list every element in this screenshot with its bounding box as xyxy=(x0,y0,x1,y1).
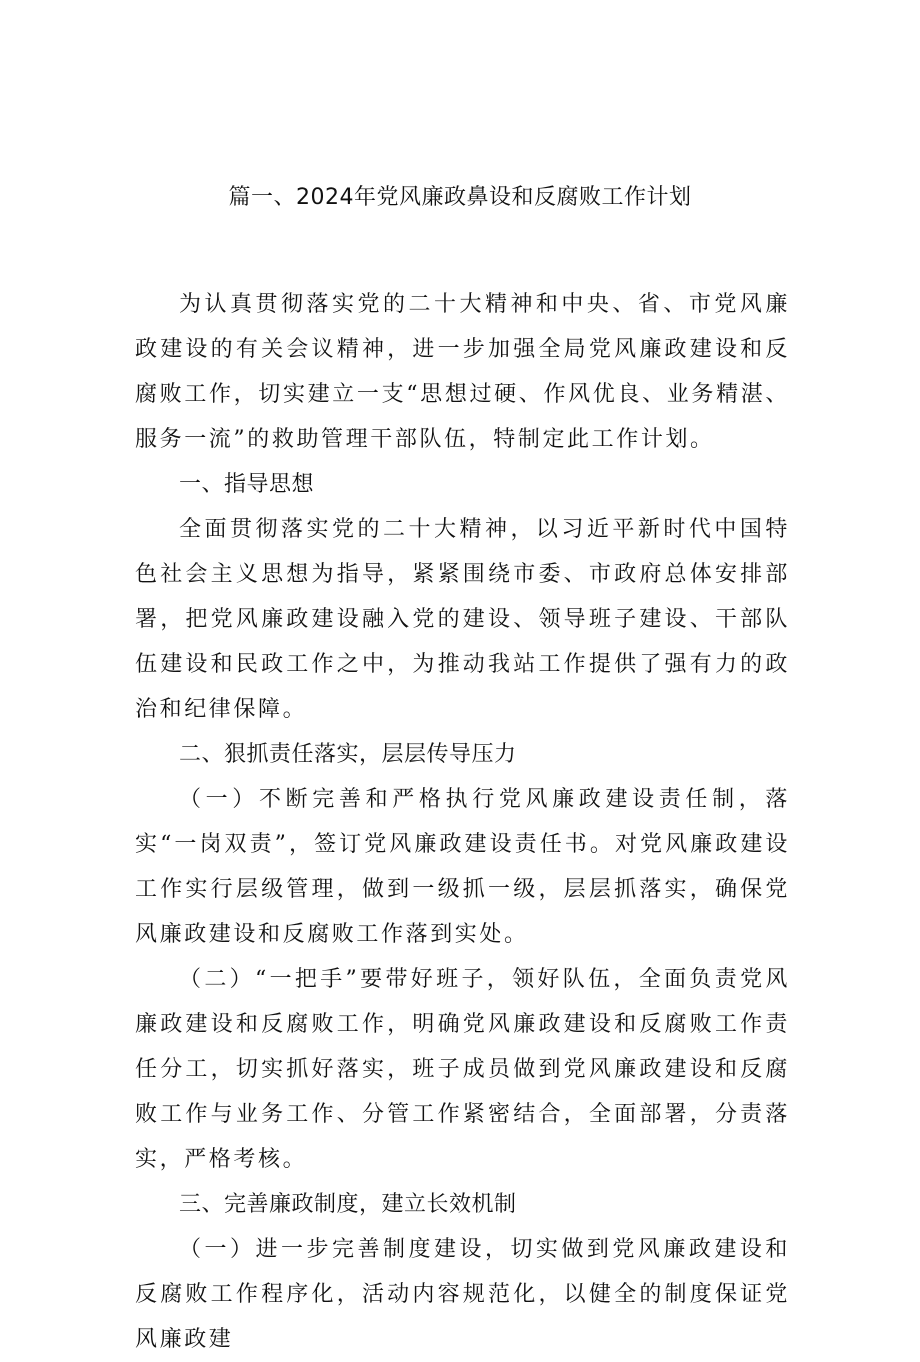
responsibility-paragraph-1: （一）不断完善和严格执行党风廉政建设责任制，落实“一岗双责”，签订党风廉政建设责任书。对党风廉政建设工作实行层级管理，做到一级抓一级，层层抓落实，确保党风廉政建设和反腐败工作落到实处。 xyxy=(135,787,790,947)
guiding-thought-paragraph: 全面贯彻落实党的二十大精神，以习近平新时代中国特色社会主义思想为指导，紧紧围绕市委、市政府总体安排部署，把党风廉政建设融入党的建设、领导班子建设、干部队伍建设和民政工作之中，为推动我站工作提供了强有力的政治和纪律保障。 xyxy=(135,517,790,722)
section-heading-responsibility: 二、狠抓责任落实，层层传导压力 xyxy=(179,742,517,767)
system-paragraph-1: （一）进一步完善制度建设，切实做到党风廉政建设和反腐败工作程序化，活动内容规范化，以健全的制度保证党风廉政建 xyxy=(135,1237,790,1352)
section-heading-system: 三、完善廉政制度，建立长效机制 xyxy=(179,1192,517,1217)
document-title: 篇一、2024年党风廉政鼻设和反腐败工作计划 xyxy=(228,185,692,210)
section-heading-guiding-thought: 一、指导思想 xyxy=(179,472,315,497)
responsibility-paragraph-2: （二）“一把手”要带好班子，领好队伍，全面负责党风廉政建设和反腐败工作，明确党风廉政建设和反腐败工作责任分工，切实抓好落实，班子成员做到党风廉政建设和反腐败工作与业务工作、分管工作紧密结合，全面部署，分责落实，严格考核。 xyxy=(135,967,790,1172)
document-body xyxy=(135,282,790,1362)
intro-paragraph: 为认真贯彻落实党的二十大精神和中央、省、市党风廉政建设的有关会议精神，进一步加强全局党风廉政建设和反腐败工作，切实建立一支“思想过硬、作风优良、业务精湛、服务一流”的救助管理干部队伍，特制定此工作计划。 xyxy=(135,292,790,452)
